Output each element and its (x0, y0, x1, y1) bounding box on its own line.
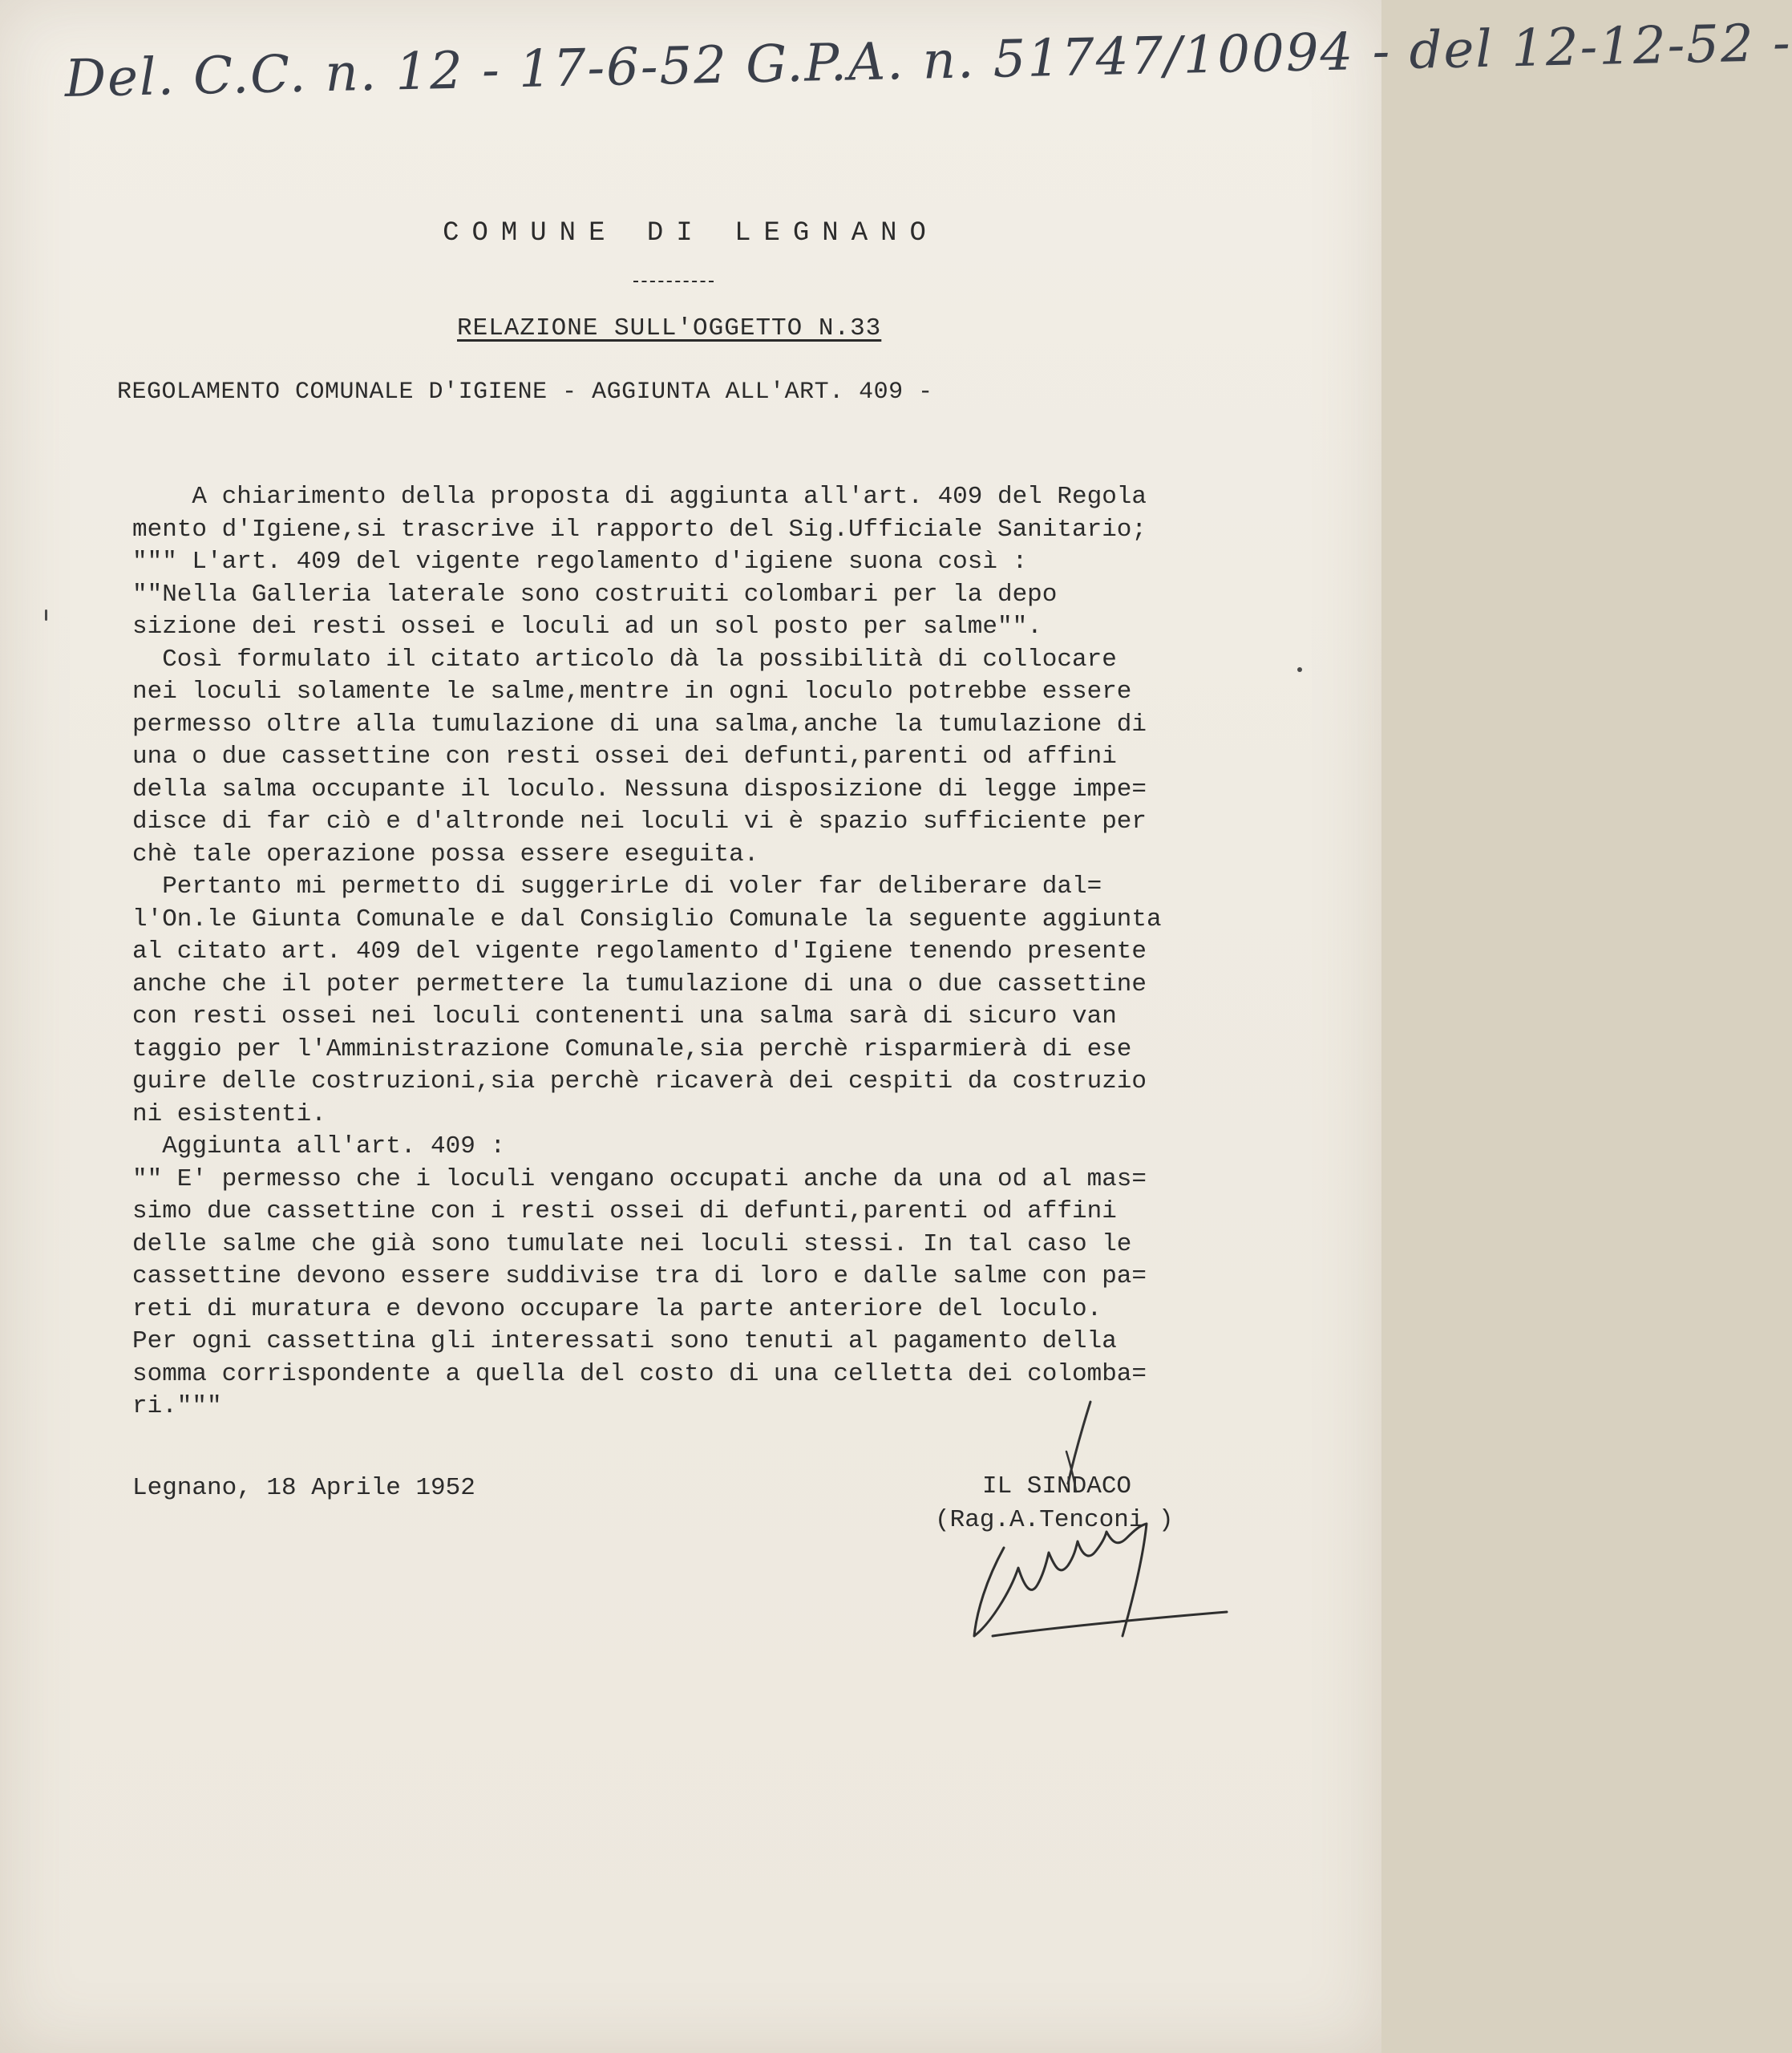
body-line: simo due cassettine con i resti ossei di defunti,parenti od affini (132, 1197, 1117, 1225)
ink-speck (45, 609, 47, 621)
body-line: somma corrispondente a quella del costo di una celletta dei colomba= (132, 1359, 1147, 1388)
signature-title: IL SINDACO (982, 1472, 1132, 1500)
body-line: taggio per l'Amministrazione Comunale,sia perchè risparmierà di ese (132, 1035, 1132, 1063)
body-line: ri.""" (132, 1392, 222, 1420)
body-line: l'On.le Giunta Comunale e dal Consiglio Comunale la seguente aggiunta (132, 905, 1162, 933)
body-line: ni esistenti. (132, 1099, 326, 1128)
organization-title: COMUNE DI LEGNANO (443, 218, 939, 249)
body-line: reti di muratura e devono occupare la parte anteriore del loculo. (132, 1294, 1102, 1323)
body-line: sizione dei resti ossei e loculi ad un sol posto per salme"". (132, 613, 1042, 641)
handwritten-signature-icon (954, 1395, 1243, 1668)
body-line: guire delle costruzioni,sia perchè ricaverà dei cespiti da costruzio (132, 1067, 1147, 1095)
place-date: Legnano, 18 Aprile 1952 (132, 1474, 475, 1502)
subject-line: REGOLAMENTO COMUNALE D'IGIENE - AGGIUNTA ALL'ART. 409 - (117, 379, 933, 406)
body-line: "" E' permesso che i loculi vengano occupati anche da una od al mas= (132, 1164, 1147, 1193)
body-line: disce di far ciò e d'altronde nei loculi vi è spazio sufficiente per (132, 808, 1147, 836)
ink-speck (1297, 667, 1302, 672)
body-line: mento d'Igiene,si trascrive il rapporto del Sig.Ufficiale Sanitario; (132, 515, 1147, 544)
body-line: Pertanto mi permetto di suggerirLe di voler far deliberare dal= (132, 873, 1102, 901)
body-line: Così formulato il citato articolo dà la possibilità di collocare (132, 645, 1117, 674)
body-line: permesso oltre alla tumulazione di una salma,anche la tumulazione di (132, 710, 1147, 739)
body-line: Aggiunta all'art. 409 : (132, 1132, 506, 1160)
body-text (132, 481, 1271, 1423)
subject-heading: RELAZIONE SULL'OGGETTO N.33 (457, 314, 882, 342)
signature-name: (Rag.A.Tenconi ) (935, 1506, 1174, 1534)
body-line: chè tale operazione possa essere eseguita. (132, 840, 759, 869)
body-line: una o due cassettine con resti ossei dei defunti,parenti od affini (132, 743, 1117, 771)
body-line: cassettine devono essere suddivise tra di loro e dalle salme con pa= (132, 1262, 1147, 1290)
body-line: A chiarimento della proposta di aggiunta all'art. 409 del Regola (132, 483, 1147, 511)
handwritten-annotation: Del. C.C. n. 12 - 17-6-52 G.P.A. n. 51747/10094 - del 12-12-52 - (64, 13, 1792, 109)
body-line: della salma occupante il loculo. Nessuna disposizione di legge impe= (132, 775, 1147, 804)
body-line: anche che il poter permettere la tumulazione di una o due cassettine (132, 970, 1147, 998)
body-line: ""Nella Galleria laterale sono costruiti colombari per la depo (132, 580, 1058, 609)
body-line: """ L'art. 409 del vigente regolamento d'igiene suona così : (132, 548, 1028, 576)
body-line: delle salme che già sono tumulate nei loculi stessi. In tal caso le (132, 1229, 1132, 1258)
body-line: Per ogni cassettina gli interessati sono tenuti al pagamento della (132, 1327, 1117, 1355)
body-line: con resti ossei nei loculi contenenti una salma sarà di sicuro van (132, 1002, 1117, 1031)
title-divider (633, 281, 714, 282)
body-line: nei loculi solamente le salme,mentre in ogni loculo potrebbe essere (132, 678, 1132, 706)
body-line: al citato art. 409 del vigente regolamento d'Igiene tenendo presente (132, 937, 1147, 966)
